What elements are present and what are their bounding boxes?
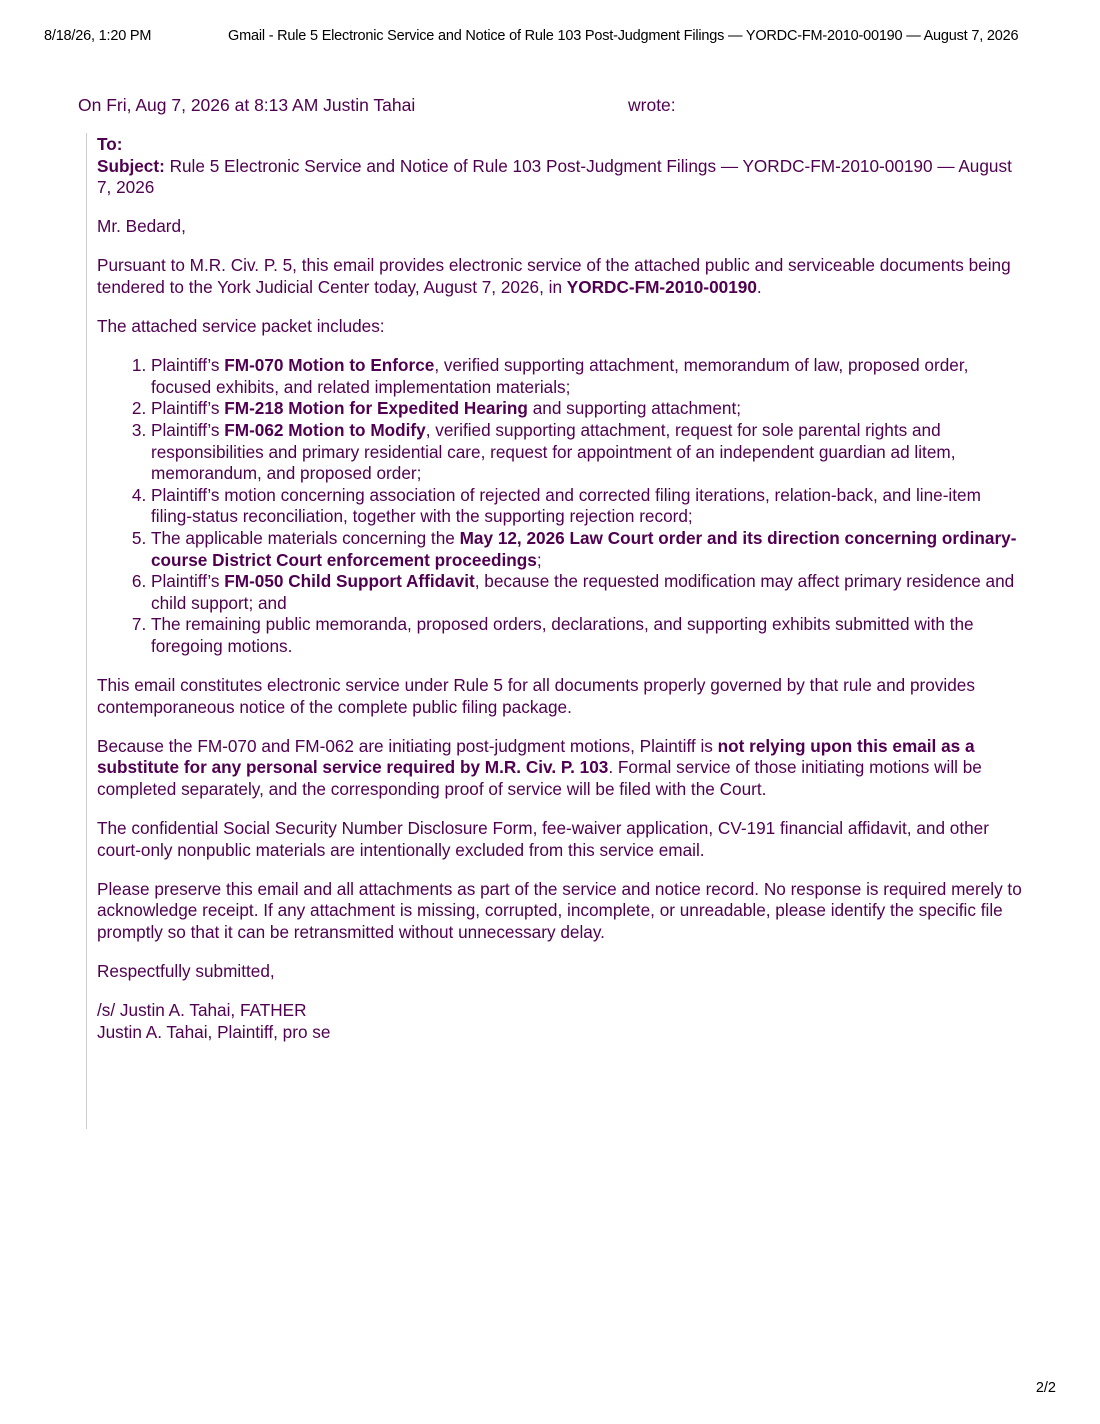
item-post: , verified supporting attachment, request for sole parental rights and responsibilities and primary residential care, request for appointment of an independent guardian ad litem, memorandum, and proposed order; <box>151 419 956 484</box>
item-pre: The remaining public memoranda, proposed orders, declarations, and supporting exhibits submitted with the foregoing motions. <box>151 614 974 656</box>
packet-intro: The attached service packet includes: <box>97 316 385 337</box>
quoted-email <box>86 133 1026 1129</box>
subject-label: Subject: <box>97 155 165 176</box>
page-number: 2/2 <box>1035 1380 1056 1396</box>
item-post: ; <box>536 549 542 570</box>
closing: Respectfully submitted, <box>97 960 275 981</box>
service-packet-list <box>97 355 1026 657</box>
rule103-pre: Because the FM-070 and FM-062 are initiating post-judgment motions, Plaintiff is <box>97 735 718 756</box>
email-header-block <box>97 133 1026 199</box>
item-post: , because the requested modification may affect primary residence and child support; and <box>151 571 1015 613</box>
print-header <box>44 28 1056 48</box>
signature-block <box>97 1000 1026 1043</box>
rule103-bold: not relying upon this email as a substitute for any personal service required by M.R. Civ. P. 103 <box>97 735 975 778</box>
item-pre: Plaintiff’s <box>151 419 225 440</box>
subject-line <box>97 156 1026 199</box>
list-item <box>151 571 1026 614</box>
item-bold: FM-070 Motion to Enforce <box>224 355 435 376</box>
intro-end: . <box>756 276 762 297</box>
list-item <box>151 398 1026 420</box>
item-bold: FM-218 Motion for Expedited Hearing <box>224 398 528 419</box>
item-pre: Plaintiff’s <box>151 398 225 419</box>
intro-paragraph <box>97 255 1026 298</box>
attribution-wrote: wrote: <box>628 95 676 115</box>
preserve-paragraph: Please preserve this email and all attachments as part of the service and notice record. No response is required merely to acknowledge receipt. If any attachment is missing, corrupted, incomplete, or unreadable, please identify the specific file promptly so that it can be retransmitted without unnecessary delay. <box>97 878 1022 942</box>
rule5-paragraph: This email constitutes electronic service under Rule 5 for all documents properly governed by that rule and provides contemporaneous notice of the complete public filing package. <box>97 674 975 717</box>
list-item <box>151 528 1026 571</box>
item-bold: May 12, 2026 Law Court order and its direction concerning ordinary-course District Court enforcement proceedings <box>151 527 1017 570</box>
list-item <box>151 420 1026 485</box>
salutation: Mr. Bedard, <box>97 216 186 237</box>
signature-name-line: Justin A. Tahai, Plaintiff, pro se <box>97 1021 331 1042</box>
to-line <box>97 134 1026 156</box>
item-pre: The applicable materials concerning the <box>151 527 460 548</box>
list-item <box>151 355 1026 398</box>
rule103-paragraph <box>97 736 1026 801</box>
item-post: and supporting attachment; <box>527 398 741 419</box>
list-item <box>151 485 1026 528</box>
item-post: , verified supporting attachment, memorandum of law, proposed order, focused exhibits, and related implementation materials; <box>151 355 969 397</box>
rule103-post: . Formal service of those initiating motions will be completed separately, and the corresponding proof of service will be filed with the Court. <box>97 757 982 799</box>
case-number: YORDC-FM-2010-00190 <box>566 276 757 297</box>
item-bold: FM-050 Child Support Affidavit <box>224 571 475 592</box>
print-page-title: Gmail - Rule 5 Electronic Service and Notice of Rule 103 Post-Judgment Filings — YORDC-FM-2010-00190 — August 7, 2026 <box>228 28 1019 44</box>
confidential-paragraph: The confidential Social Security Number Disclosure Form, fee-waiver application, CV-191 financial affidavit, and other court-only nonpublic materials are intentionally excluded from this service email. <box>97 817 989 860</box>
item-pre: Plaintiff’s motion concerning association of rejected and corrected filing iterations, relation-back, and line-item filing-status reconciliation, together with the supporting rejection record; <box>151 484 981 527</box>
item-bold: FM-062 Motion to Modify <box>224 419 426 440</box>
attribution-sender: On Fri, Aug 7, 2026 at 8:13 AM Justin Tahai <box>78 95 416 115</box>
to-label: To: <box>97 134 123 154</box>
print-datetime: 8/18/26, 1:20 PM <box>44 28 152 44</box>
item-pre: Plaintiff’s <box>151 355 225 376</box>
signature-line: /s/ Justin A. Tahai, FATHER <box>97 1000 307 1020</box>
item-pre: Plaintiff’s <box>151 571 225 592</box>
intro-text: Pursuant to M.R. Civ. P. 5, this email provides electronic service of the attached public and serviceable documents being tendered to the York Judicial Center today, August 7, 2026, in <box>97 255 1011 297</box>
subject-value: Rule 5 Electronic Service and Notice of Rule 103 Post-Judgment Filings — YORDC-FM-2010-00190 — August 7, 2026 <box>97 155 1012 198</box>
list-item <box>151 614 1026 657</box>
